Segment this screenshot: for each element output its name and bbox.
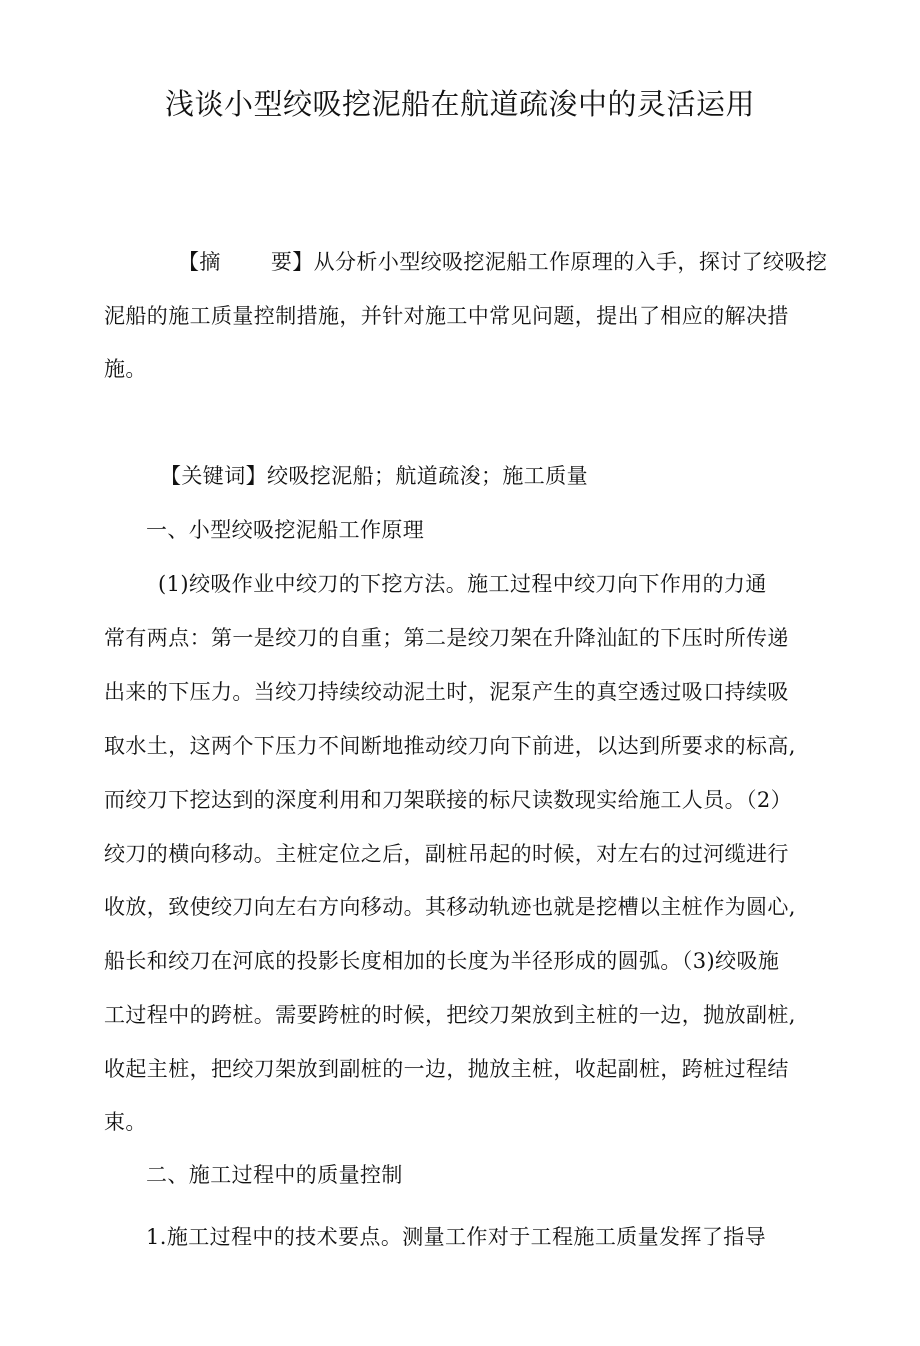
section-1-heading: 一、小型绞吸挖泥船工作原理 <box>146 518 425 542</box>
section-1-line: 而绞刀下挖达到的深度利用和刀架联接的标尺读数现实给施工人员。（2） <box>104 788 793 812</box>
abstract-text-line-1: 从分析小型绞吸挖泥船工作原理的入手，探讨了绞吸挖 <box>313 250 828 274</box>
section-1-line: 常有两点：第一是绞刀的自重；第二是绞刀架在升降汕缸的下压时所传递 <box>104 626 789 650</box>
section-2-heading: 二、施工过程中的质量控制 <box>146 1163 403 1187</box>
section-1-line: 收起主桩，把绞刀架放到副桩的一边，抛放主桩，收起副桩，跨桩过程结 <box>104 1057 789 1081</box>
section-1-line: 绞刀的横向移动。主桩定位之后，副桩吊起的时候，对左右的过河缆进行 <box>104 842 789 866</box>
section-1-line: 出来的下压力。当绞刀持续绞动泥土时，泥泵产生的真空透过吸口持续吸 <box>104 680 789 704</box>
section-1-line: (1)绞吸作业中绞刀的下挖方法。施工过程中绞刀向下作用的力通 <box>158 572 767 596</box>
document-title: 浅谈小型绞吸挖泥船在航道疏浚中的灵活运用 <box>164 87 755 121</box>
section-1-line: 束。 <box>104 1110 147 1134</box>
abstract-line-1 <box>178 247 827 277</box>
abstract-line-2: 泥船的施工质量控制措施，并针对施工中常见问题，提出了相应的解决措 <box>104 304 789 328</box>
section-2-line: 1.施工过程中的技术要点。测量工作对于工程施工质量发挥了指导 <box>146 1225 767 1249</box>
abstract-label-close: 要】 <box>270 250 314 274</box>
section-1-line: 收放，致使绞刀向左右方向移动。其移动轨迹也就是挖槽以主桩作为圆心, <box>104 895 796 919</box>
abstract-line-3: 施。 <box>104 357 147 381</box>
section-1-line: 船长和绞刀在河底的投影长度相加的长度为半径形成的圆弧。（3)绞吸施 <box>104 949 780 973</box>
abstract-label-open: 【摘 <box>178 250 221 274</box>
keywords: 【关键词】绞吸挖泥船；航道疏浚；施工质量 <box>160 464 588 488</box>
section-1-line: 取水土，这两个下压力不间断地推动绞刀向下前进，以达到所要求的标高, <box>104 734 796 758</box>
section-1-line: 工过程中的跨桩。需要跨桩的时候，把绞刀架放到主桩的一边，抛放副桩, <box>104 1003 796 1027</box>
